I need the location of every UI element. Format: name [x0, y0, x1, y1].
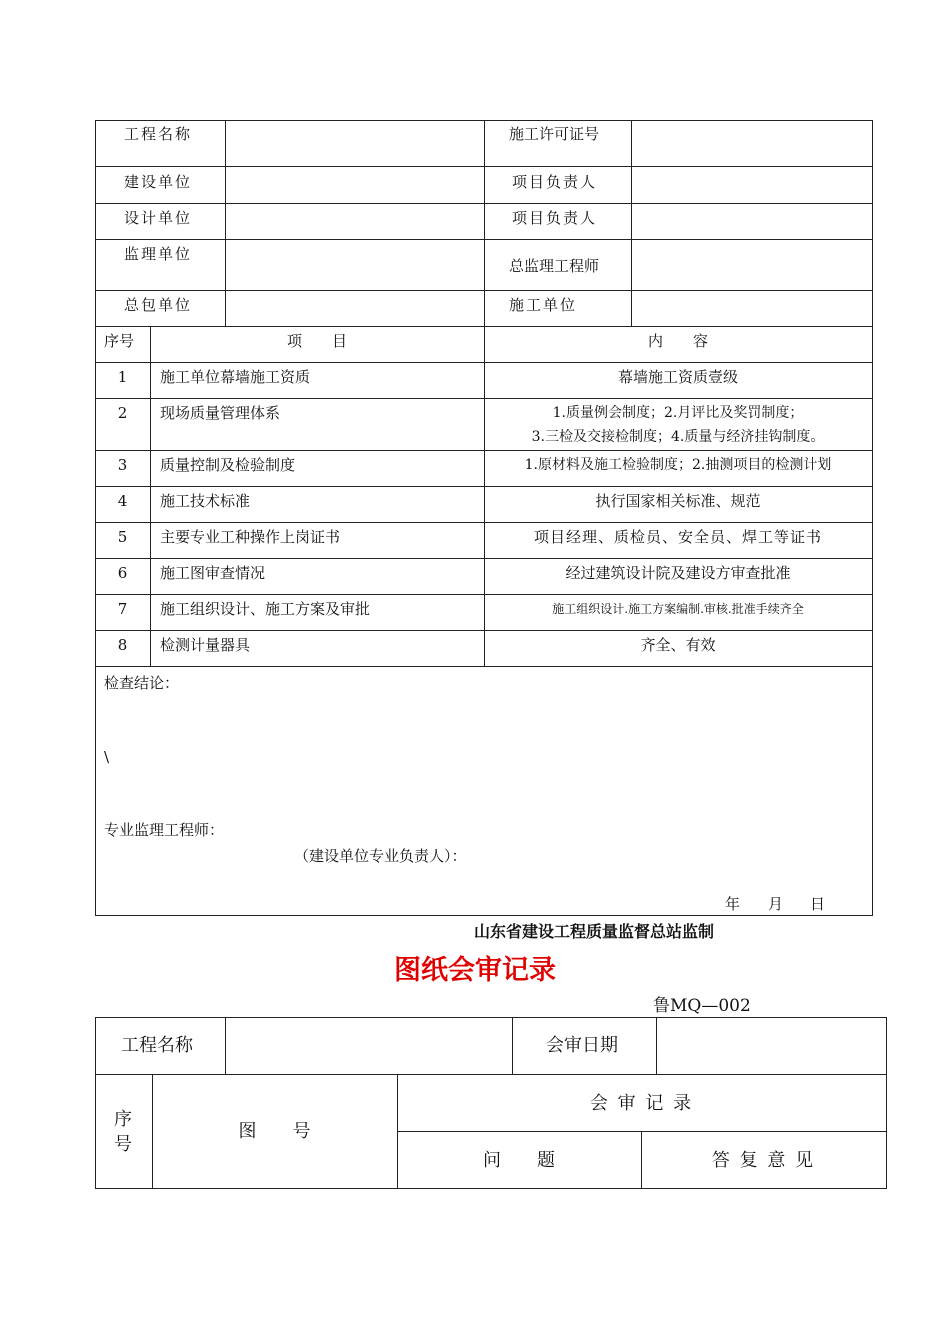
stray-backslash: \ — [104, 748, 110, 766]
row-content: 施工组织设计.施工方案编制.审核.批准手续齐全 — [552, 602, 804, 616]
row-content: 1.质量例会制度；2.月评比及奖罚制度； — [552, 405, 804, 421]
form2-question-label: 问 题 — [483, 1150, 555, 1171]
header-content: 内 容 — [647, 332, 708, 350]
label-construction-unit: 施工单位 — [509, 296, 578, 314]
label-project-manager-2: 项目负责人 — [512, 209, 598, 227]
label-chief-supervisor: 总监理工程师 — [509, 257, 600, 275]
date-month: 月 — [768, 895, 784, 913]
form2-project-name-label: 工程名称 — [121, 1035, 193, 1056]
row-item: 施工技术标准 — [160, 492, 251, 510]
issuing-organization: 山东省建设工程质量监督总站监制 — [474, 922, 715, 941]
label-construction-permit-no: 施工许可证号 — [509, 125, 600, 143]
row-no: 6 — [117, 564, 128, 582]
form2-code: 鲁MQ—002 — [653, 996, 751, 1016]
row-content: 齐全、有效 — [640, 636, 716, 654]
row-content: 项目经理、质检员、安全员、焊工等证书 — [533, 528, 822, 546]
form2-no-label-2: 号 — [114, 1134, 132, 1155]
row-content: 经过建筑设计院及建设方审查批准 — [565, 564, 791, 582]
row-content-line2: 3.三检及交接检制度；4.质量与经济挂钩制度。 — [531, 429, 825, 445]
form2-drawing-no-label: 图 号 — [238, 1121, 311, 1142]
row-no: 5 — [117, 528, 128, 546]
row-content: 执行国家相关标准、规范 — [595, 492, 761, 510]
form2-no-label-1: 序 — [114, 1109, 132, 1130]
row-no: 4 — [117, 492, 128, 510]
header-no: 序号 — [104, 332, 135, 350]
conclusion-label: 检查结论： — [104, 674, 180, 692]
form2-reply-label: 答 复 意 见 — [711, 1150, 816, 1171]
row-item: 施工图审查情况 — [160, 564, 266, 582]
row-no: 2 — [117, 404, 128, 422]
row-item: 施工组织设计、施工方案及审批 — [160, 600, 371, 618]
form2-review-record-label: 会 审 记 录 — [589, 1093, 694, 1114]
supervisor-label: 专业监理工程师： — [104, 821, 225, 839]
date-day: 日 — [810, 895, 826, 913]
row-no: 8 — [117, 636, 128, 654]
owner-rep-label: （建设单位专业负责人）： — [294, 847, 467, 865]
label-design-unit: 设计单位 — [124, 209, 193, 227]
row-item: 现场质量管理体系 — [160, 404, 281, 422]
form2-review-date-label: 会审日期 — [546, 1035, 618, 1056]
label-project-manager-1: 项目负责人 — [512, 173, 598, 191]
form2-title: 图纸会审记录 — [394, 955, 556, 986]
label-owner-unit: 建设单位 — [124, 173, 193, 191]
row-item: 主要专业工种操作上岗证书 — [160, 528, 341, 546]
date-year: 年 — [725, 895, 741, 913]
label-supervision-unit: 监理单位 — [124, 245, 193, 263]
row-item: 检测计量器具 — [160, 636, 251, 654]
row-content: 1.原材料及施工检验制度；2.抽测项目的检测计划 — [524, 457, 832, 473]
label-general-contractor: 总包单位 — [124, 296, 193, 314]
header-item: 项 目 — [286, 332, 347, 350]
row-no: 3 — [117, 456, 128, 474]
row-no: 7 — [117, 600, 128, 618]
row-item: 施工单位幕墙施工资质 — [160, 368, 311, 386]
label-project-name: 工程名称 — [124, 125, 193, 143]
row-content: 幕墙施工资质壹级 — [617, 368, 738, 386]
row-no: 1 — [117, 368, 128, 386]
row-item: 质量控制及检验制度 — [160, 456, 296, 474]
